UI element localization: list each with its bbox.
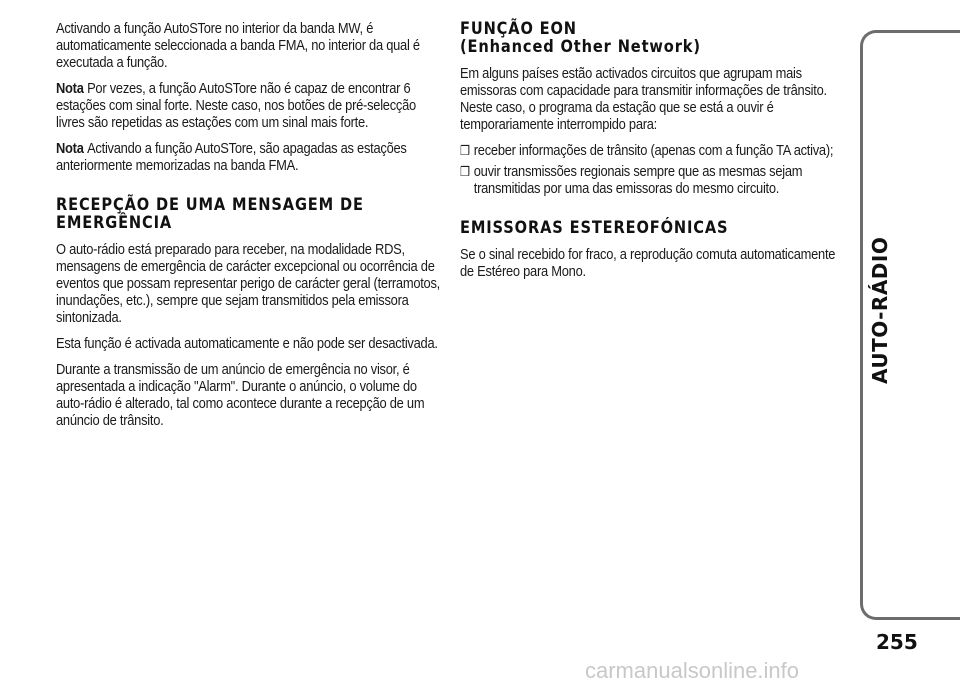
note-2 [56,140,443,174]
list-item-text: ouvir transmissões regionais sempre que as mesmas sejam transmitidas por uma das emissoras do mesmo circuito. [473,163,803,197]
note-1-text: Por vezes, a função AutoSTore não é capaz de encontrar 6 estações com sinal forte. Neste caso, nos botões de pré-selecção livres são repetidas as estações com um sinal mais forte. [56,80,416,131]
watermark: carmanualsonline.info [585,658,800,683]
note-1-label: Nota [56,80,84,97]
note-2-text: Activando a função AutoSTore, são apagadas as estações anteriormente memorizadas na banda FMA. [56,140,407,174]
autostore-intro: Activando a função AutoSTore no interior da banda MW, é automaticamente seleccionada a banda FMA, no interior da qual é executada a função. [56,20,420,71]
stereo-paragraph: Se o sinal recebido for fraco, a reprodução comuta automaticamente de Estéreo para Mono. [460,246,836,280]
list-item-text: receber informações de trânsito (apenas com a função TA activa); [473,142,834,159]
list-item [460,142,847,159]
eon-heading-line-1: FUNÇÃO EON [460,19,577,39]
emergency-paragraph-1: O auto-rádio está preparado para receber, na modalidade RDS, mensagens de emergência de carácter excepcional ou ocorrência de eventos que possam representar perigo de carácter geral (terramotos, inundações, etc.), sempre que sejam transmitidos pela emissora sintonizada. [56,241,441,326]
note-2-label: Nota [56,140,84,157]
eon-heading-line-2: (Enhanced Other Network) [460,37,701,57]
eon-list [460,142,847,197]
left-column [56,20,443,438]
side-tab-label: AUTO-RÁDIO [868,236,892,384]
emergency-heading: RECEPÇÃO DE UMA MENSAGEM DE EMERGÊNCIA [56,195,364,233]
eon-heading [460,20,847,56]
emergency-paragraph-2: Esta função é activada automaticamente e não pode ser desactivada. [56,335,438,352]
checkbox-bullet-icon: ❒ [460,164,470,179]
emergency-paragraph-3: Durante a transmissão de um anúncio de emergência no visor, é apresentada a indicação "Alarm". Durante o anúncio, o volume do auto-rádio é alterado, tal como acontece durante a recepção de um anúncio de trânsito. [56,361,425,429]
list-item [460,163,847,197]
eon-paragraph: Em alguns países estão activados circuitos que agrupam mais emissoras com capacidade para transmitir informações de trânsito. Neste caso, o programa da estação que se está a ouvir é temporariamente interrompido para: [460,65,827,133]
note-1 [56,80,443,131]
page-number: 255 [876,630,918,654]
right-column [460,20,847,289]
checkbox-bullet-icon: ❒ [460,143,470,158]
stereo-heading: EMISSORAS ESTEREOFÓNICAS [460,218,729,238]
